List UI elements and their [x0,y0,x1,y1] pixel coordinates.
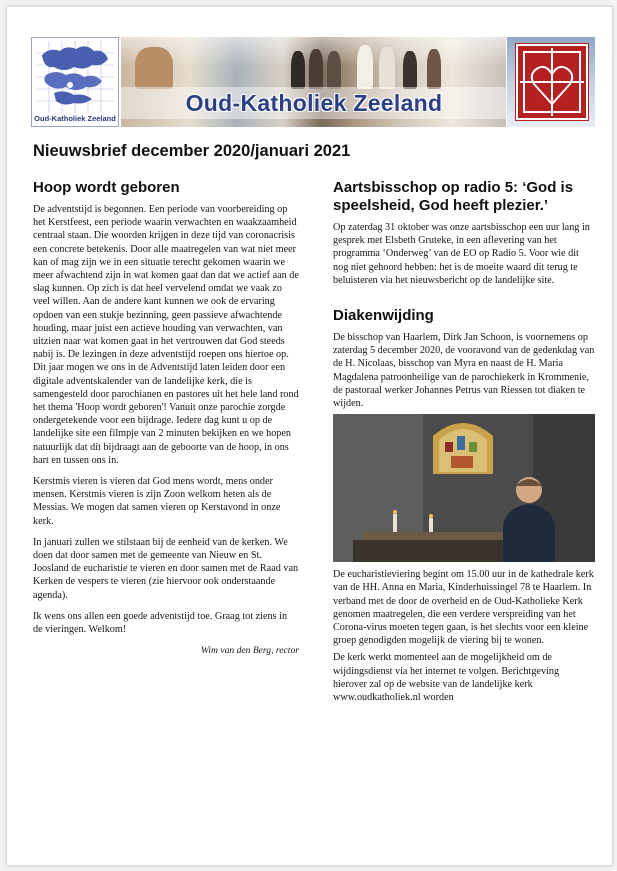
person-figure [327,51,341,89]
deacon-in-church-photo [333,414,595,562]
article-paragraph: Ik wens ons allen een goede adventstijd toe. Graag tot ziens in de vieringen. Welkom! [33,610,288,636]
right-column [333,179,595,708]
newsletter-page [6,6,613,866]
person-figure [403,51,417,89]
article-paragraph: Op zaterdag 31 oktober was onze aartsbisschop een uur lang in gesprek met Elsbeth Gruteke, in een aflevering van het programma ‘Onderweg’ van de EO op Radio 5. Voor wie dit nog niet gehoord hebben: het is de moeite waard dit terug te beluisteren via het nieuwsbericht op de landelijke site. [333,222,590,286]
header-banner [31,37,595,127]
article-heading-hoop: Hoop wordt geboren [33,179,180,196]
article-paragraph: De adventstijd is begonnen. Een periode van voorbereiding op het Kerstfeest, een periode waarin verwachten en waakzaamheid centraal staan. Die woorden krijgen in deze tijd van coronacrisis een concrete betekenis. Door alle maatregelen van wat niet meer kan of mag zijn we in een situatie terecht gekomen waarin we meer afwachtend zijn in wat komen gaat dan dat we actief aan de slag kunnen. Op zich is dat heel vervelend omdat we vaak zo veel willen. Aan de andere kant kunnen we ook de ervaring opdoen van een stukje bezinning, geen passieve afwachtende houding, maar juist een actieve houding van verwachten, van uitzien naar wat komen gaat in het vertrouwen dat God steeds nabij is. De lezingen in deze adventstijd roepen ons hiertoe op. Dit jaar mogen we ons in de Adventstijd laten leiden door een digitale adventskalender van de landelijke kerk, die is samengesteld door parochianen en pastores uit het hele land rond het thema 'Hoop wordt geboren'! Vanuit onze parochie zorgde ondergetekende voor een bijdrage. Iedere dag kunt u op de landelijke site een filmpje van 2 minuten bekijken en we hopen natuurlijk dat dit bijdraagt aan de geboorte van de hoop, in ons hart en tussen ons in. [33,204,299,466]
article-heading-radio: Aartsbisschop op radio 5: ‘God is speelsheid, God heeft plezier.’ [333,179,574,214]
church-photo-illustration [333,414,595,562]
article-paragraph: In januari zullen we stilstaan bij de eenheid van de kerken. We doen dat door samen met de gemeente van Nieuw en St. Joosland de eucharistie te vieren en door samen met de Raad van Kerken de vespers te vieren (zie hiervoor ook onderstaande agenda). [33,536,299,601]
left-column [33,179,299,666]
person-figure [309,49,323,89]
logo-map [31,37,119,127]
person-figure [291,51,305,89]
priest-figure [357,45,373,89]
banner-photo-strip [121,37,506,127]
article-paragraph: De bisschop van Haarlem, Dirk Jan Schoon, is voornemens op zaterdag 5 december 2020, de vooravond van de gedenkdag van de H. Nicolaas, bisschop van Myra en naast de H. Maria Magdalena patroonheilige van de parochiekerk in Krommenie, de pastoraal werker Johannes Petrus van Riessen tot diaken te wijden. [333,332,595,410]
diakenwijding-details [333,568,595,704]
map-logo-icon [36,41,114,113]
article-paragraph: De eucharistieviering begint om 15.00 uur in de kathedrale kerk van de HH. Anna en Maria, Kinderhuissingel 78 te Haarlem. In verband met de door de overheid en de Oud-Katholieke Kerk genomen maatregelen, die een verdere verspreiding van het Corona-virus moeten tegen gaan, is het slechts voor een kleine groep genodigden mogelijk de viering bij te wonen. [333,569,594,647]
priest-figure [379,47,395,89]
banner-title: Oud-Katholiek Zeeland [185,90,443,116]
painting-figure [135,47,173,89]
article-paragraph: De kerk werkt momenteel aan de mogelijkheid om de wijdingsdienst via het internet te volgen. Berichtgeving hierover zal op de website van de landelijke kerk www.oudkatholiek.nl worden [333,652,560,704]
article-heading-diakenwijding: Diakenwijding [333,307,434,325]
person-figure [427,49,441,89]
cross-heart-emblem-icon [516,44,588,120]
logo-caption: Oud-Katholiek Zeeland [34,114,116,123]
article-paragraph: Kerstmis vieren is vieren dat God mens wordt, mens onder mensen. Kerstmis vieren is zijn Zoon welkom heten als de Messias. We mogen dat samen vieren op Kerstavond in onze kerk. [33,476,281,527]
emblem-logo [515,43,589,121]
newsletter-title: Nieuwsbrief december 2020/januari 2021 [33,142,351,160]
article-signature: Wim van den Berg, rector [200,645,299,657]
